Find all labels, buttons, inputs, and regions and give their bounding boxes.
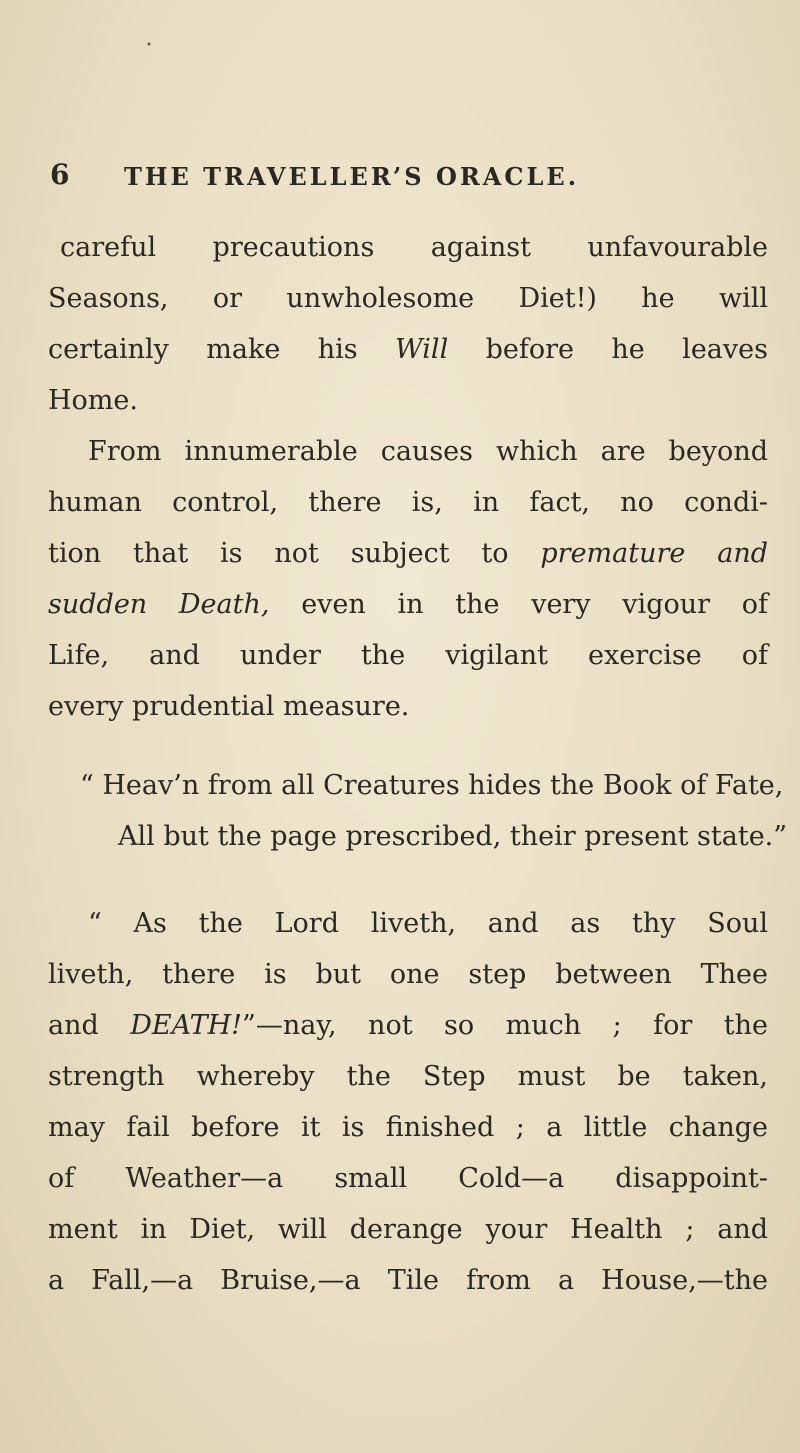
text-line: Life, and under the vigilant exercise of <box>48 640 768 671</box>
emphasis: premature and <box>540 538 768 569</box>
text-line: and DEATH!”—nay, not so much ; for the <box>48 1010 768 1041</box>
text-line: Home. <box>48 385 138 416</box>
text-line: “ As the Lord liveth, and as thy Soul <box>88 908 768 939</box>
emphasis: DEATH! <box>130 1010 243 1041</box>
emphasis: sudden Death, <box>48 589 270 620</box>
body-text <box>48 222 788 1306</box>
text-line: of Weather—a small Cold—a disappoint- <box>48 1163 768 1194</box>
text-line: a Fall,—a Bruise,—a Tile from a House,—the <box>48 1265 768 1296</box>
emphasis: Will <box>395 334 449 365</box>
spacer <box>48 732 768 760</box>
running-header <box>48 158 768 198</box>
text-line: Seasons, or unwholesome Diet!) he will <box>48 283 768 314</box>
page-number: 6 <box>50 158 70 191</box>
text-line: ment in Diet, will derange your Health ; and <box>48 1214 768 1245</box>
text-line: human control, there is, in fact, no condi- <box>48 487 768 518</box>
text-line: careful precautions against unfavourable <box>60 232 768 263</box>
text-line: may fail before it is finished ; a little change <box>48 1112 768 1143</box>
text-line: From innumerable causes which are beyond <box>88 436 768 467</box>
text-line: certainly make his Will before he leaves <box>48 334 768 365</box>
text-line: sudden Death, even in the very vigour of <box>48 589 768 620</box>
spacer <box>48 862 768 898</box>
text-line: strength whereby the Step must be taken, <box>48 1061 768 1092</box>
text-line: tion that is not subject to premature and <box>48 538 768 569</box>
text-line: every prudential measure. <box>48 691 410 722</box>
text-line: liveth, there is but one step between Thee <box>48 959 768 990</box>
ink-speck: • <box>146 40 152 51</box>
running-title: THE TRAVELLER’S ORACLE. <box>124 162 580 191</box>
quote-line: “ Heav’n from all Creatures hides the Book of Fate, <box>80 770 784 801</box>
quote-line: All but the page prescribed, their present state.” <box>118 821 788 852</box>
